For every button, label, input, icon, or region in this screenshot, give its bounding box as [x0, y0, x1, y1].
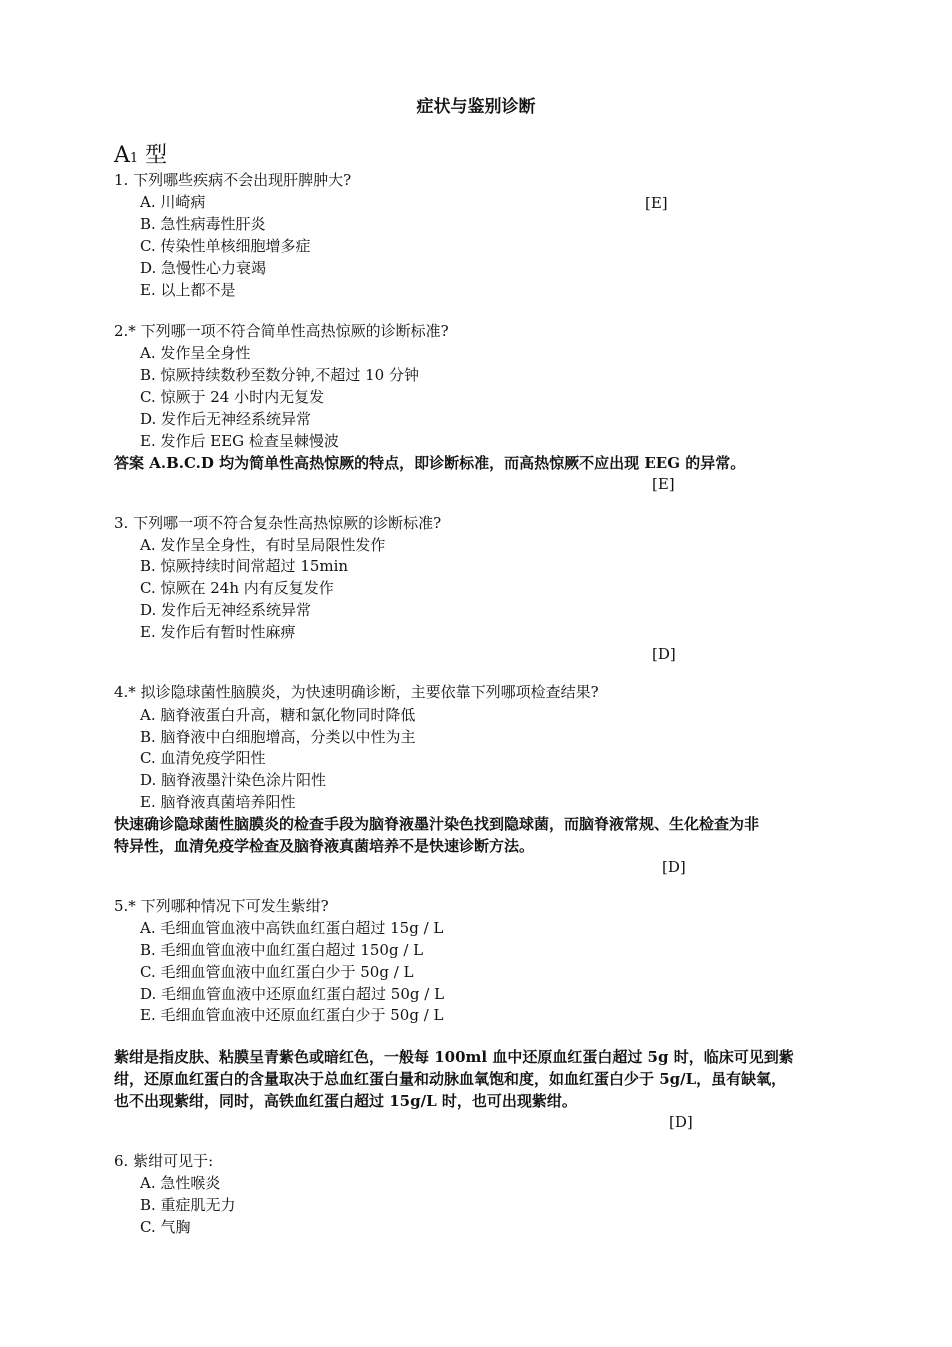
question-5-explanation-line-1: 紫绀是指皮肤、粘膜呈青紫色或暗红色，一般每 100ml 血中还原血红蛋白超过 5g 时，临床可见到紫 — [114, 1048, 794, 1066]
question-4-explanation-line-1: 快速确诊隐球菌性脑膜炎的检查手段为脑脊液墨汁染色找到隐球菌，而脑脊液常规、生化检查为非 — [114, 815, 760, 833]
question-5-explanation-line-3: 也不出现紫绀，同时，高铁血红蛋白超过 15g/L 时，也可出现紫绀。 — [114, 1092, 577, 1110]
question-1-option-e: E. 以上都不是 — [140, 281, 236, 299]
question-2-option-e: E. 发作后 EEG 检查呈棘慢波 — [140, 432, 339, 450]
question-5-option-d: D. 毛细血管血液中还原血红蛋白超过 50g / L — [140, 985, 445, 1003]
question-3-option-a: A. 发作呈全身性，有时呈局限性发作 — [140, 536, 386, 554]
question-2-option-b: B. 惊厥持续数秒至数分钟,不超过 10 分钟 — [140, 366, 419, 384]
question-1-option-b: B. 急性病毒性肝炎 — [140, 215, 266, 233]
question-5-option-e: E. 毛细血管血液中还原血红蛋白少于 50g / L — [140, 1006, 444, 1024]
question-2-explanation: 答案 A.B.C.D 均为简单性高热惊厥的特点，即诊断标准，而高热惊厥不应出现 EEG 的异常。 — [114, 454, 746, 472]
question-5-explanation-line-2: 绀，还原血红蛋白的含量取决于总血红蛋白量和动脉血氧饱和度，如血红蛋白少于 5g/L，虽有缺氧， — [114, 1070, 787, 1088]
question-6-option-c: C. 气胸 — [140, 1218, 191, 1236]
question-4-explanation-line-2: 特异性，血清免疫学检查及脑脊液真菌培养不是快速诊断方法。 — [114, 837, 535, 855]
question-4-option-c: C. 血清免疫学阳性 — [140, 749, 266, 767]
section-heading-suffix: 型 — [138, 143, 168, 168]
question-3-answer: [D] — [652, 645, 676, 663]
question-1-answer: [E] — [645, 194, 668, 212]
question-1-option-a: A. 川崎病 — [140, 193, 206, 211]
question-4-option-e: E. 脑脊液真菌培养阳性 — [140, 793, 296, 811]
question-3-option-d: D. 发作后无神经系统异常 — [140, 601, 312, 619]
question-4-answer: [D] — [662, 858, 686, 876]
question-3-option-b: B. 惊厥持续时间常超过 15min — [140, 557, 349, 575]
question-5-option-c: C. 毛细血管血液中血红蛋白少于 50g / L — [140, 963, 414, 981]
question-2-option-d: D. 发作后无神经系统异常 — [140, 410, 312, 428]
question-4-stem: 4.* 拟诊隐球菌性脑膜炎，为快速明确诊断，主要依靠下列哪项检查结果? — [114, 683, 599, 701]
question-5-option-a: A. 毛细血管血液中高铁血红蛋白超过 15g / L — [140, 919, 444, 937]
question-6-option-a: A. 急性喉炎 — [140, 1174, 221, 1192]
question-4-option-b: B. 脑脊液中白细胞增高，分类以中性为主 — [140, 728, 416, 746]
question-3-stem: 3. 下列哪一项不符合复杂性高热惊厥的诊断标准? — [114, 514, 442, 532]
question-2-stem: 2.* 下列哪一项不符合简单性高热惊厥的诊断标准? — [114, 322, 449, 340]
page-title: 症状与鉴别诊断 — [416, 97, 536, 117]
question-5-option-b: B. 毛细血管血液中血红蛋白超过 150g / L — [140, 941, 424, 959]
question-1-option-c: C. 传染性单核细胞增多症 — [140, 237, 311, 255]
question-3-option-c: C. 惊厥在 24h 内有反复发作 — [140, 579, 334, 597]
section-heading-subscript: 1 — [129, 151, 139, 166]
section-heading — [114, 138, 167, 169]
question-6-option-b: B. 重症肌无力 — [140, 1196, 236, 1214]
question-4-option-a: A. 脑脊液蛋白升高，糖和氯化物同时降低 — [140, 706, 416, 724]
question-3-option-e: E. 发作后有暂时性麻痹 — [140, 623, 296, 641]
question-1-option-d: D. 急慢性心力衰竭 — [140, 259, 267, 277]
question-2-option-a: A. 发作呈全身性 — [140, 344, 251, 362]
question-1-stem: 1. 下列哪些疾病不会出现肝脾肿大? — [114, 171, 352, 189]
question-2-answer: [E] — [652, 475, 675, 493]
section-heading-main: A — [114, 143, 130, 168]
question-5-answer: [D] — [669, 1113, 693, 1131]
question-5-stem: 5.* 下列哪种情况下可发生紫绀? — [114, 897, 329, 915]
question-6-stem: 6. 紫绀可见于: — [114, 1152, 214, 1170]
question-2-option-c: C. 惊厥于 24 小时内无复发 — [140, 388, 325, 406]
question-4-option-d: D. 脑脊液墨汁染色涂片阳性 — [140, 771, 327, 789]
